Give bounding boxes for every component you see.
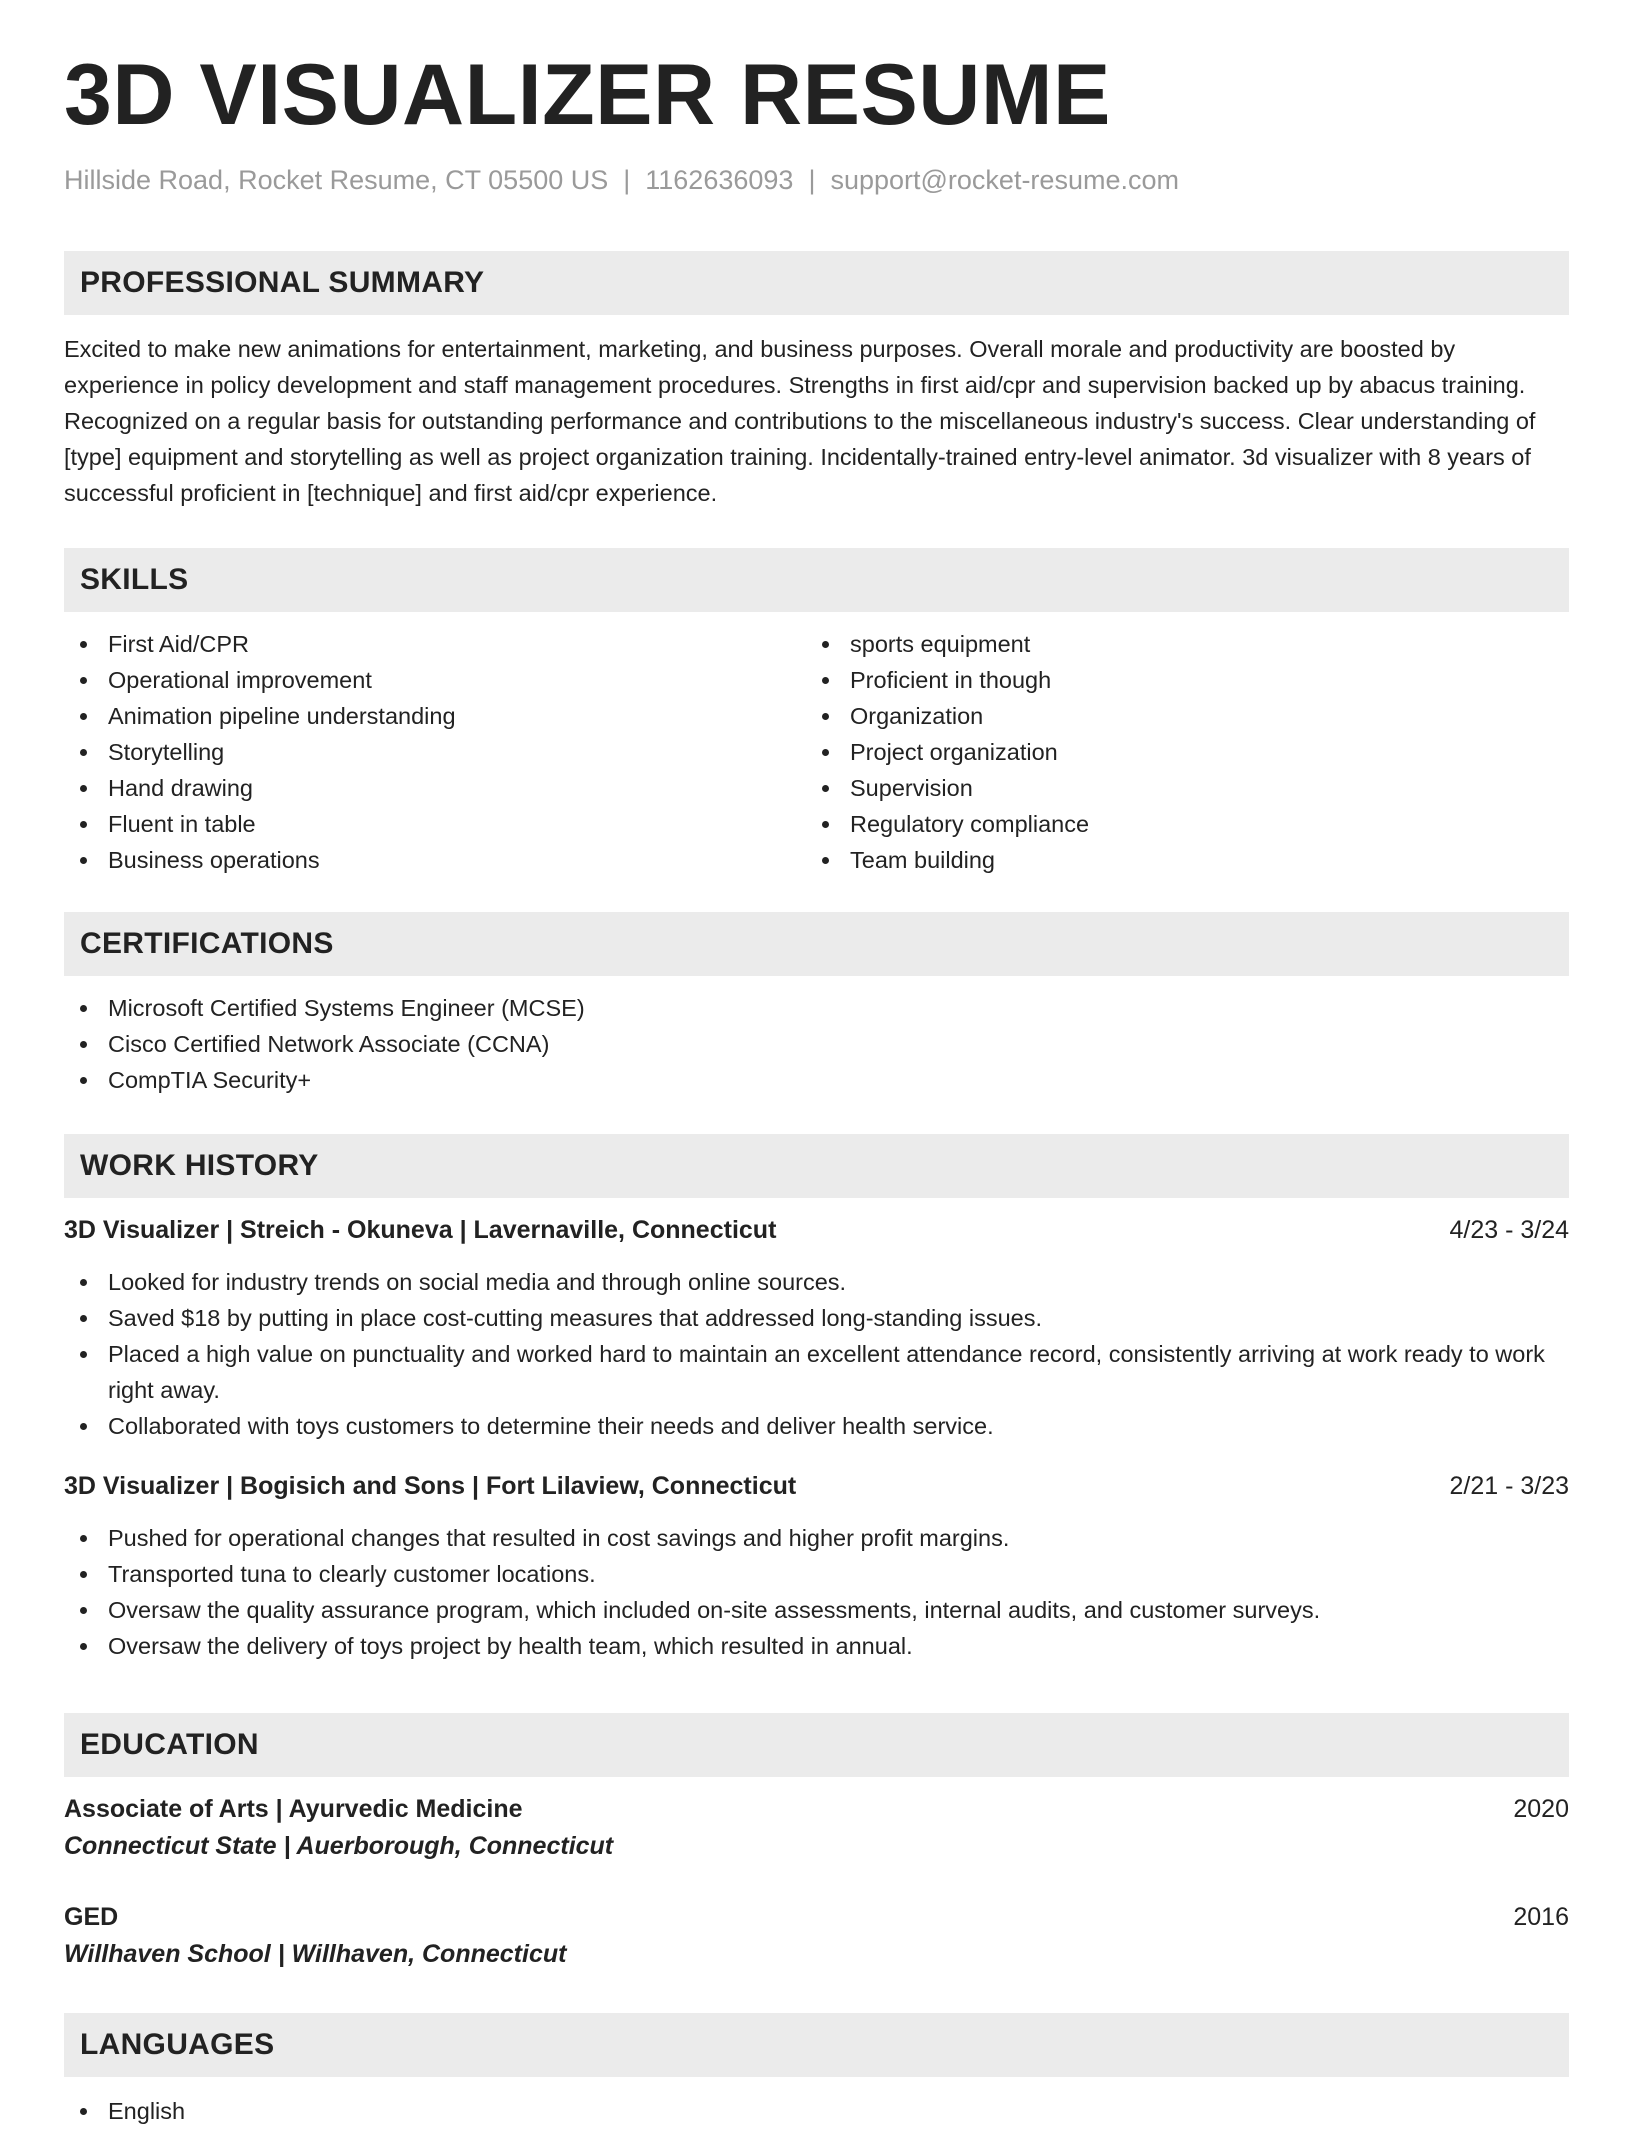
section-heading-summary: PROFESSIONAL SUMMARY <box>64 251 1569 315</box>
list-item: Storytelling <box>64 734 806 770</box>
list-item: Looked for industry trends on social media and through online sources. <box>64 1264 1569 1300</box>
education-entry <box>64 1899 1569 1973</box>
resume-title: 3D VISUALIZER RESUME <box>64 47 1111 143</box>
list-item: Project organization <box>806 734 1548 770</box>
certifications-section <box>64 912 1569 1098</box>
list-item: Business operations <box>64 842 806 878</box>
job-entry <box>64 1212 1569 1444</box>
skills-section <box>64 548 1569 878</box>
job-dates: 2/21 - 3/23 <box>1449 1472 1569 1500</box>
skills-columns <box>64 626 1569 878</box>
list-item: Team building <box>806 842 1548 878</box>
work-history-section <box>64 1134 1569 1664</box>
list-item: Pushed for operational changes that resulted in cost savings and higher profit margins. <box>64 1520 1569 1556</box>
list-item: Proficient in though <box>806 662 1548 698</box>
list-item: sports equipment <box>806 626 1548 662</box>
education-school: Willhaven School | Willhaven, Connecticut <box>64 1940 567 1968</box>
education-year: 2020 <box>1513 1795 1569 1823</box>
education-year: 2016 <box>1513 1903 1569 1931</box>
summary-section <box>64 251 1569 511</box>
education-school: Connecticut State | Auerborough, Connecticut <box>64 1832 614 1860</box>
contact-line <box>64 165 1179 196</box>
section-heading-certifications: CERTIFICATIONS <box>64 912 1569 976</box>
skills-list-left <box>64 626 806 878</box>
contact-email: support@rocket-resume.com <box>830 165 1179 195</box>
list-item: Microsoft Certified Systems Engineer (MCSE) <box>64 990 1569 1026</box>
certifications-list <box>64 990 1569 1098</box>
job-bullets <box>64 1520 1569 1664</box>
job-bullets <box>64 1264 1569 1444</box>
job-title: 3D Visualizer | Streich - Okuneva | Lavernaville, Connecticut <box>64 1216 777 1244</box>
list-item: CompTIA Security+ <box>64 1062 1569 1098</box>
job-entry <box>64 1468 1569 1664</box>
education-header <box>64 1791 1569 1827</box>
education-section <box>64 1713 1569 1973</box>
languages-list <box>64 2093 1569 2129</box>
list-item: Oversaw the delivery of toys project by health team, which resulted in annual. <box>64 1628 1569 1664</box>
section-heading-languages: LANGUAGES <box>64 2013 1569 2077</box>
list-item: Collaborated with toys customers to determine their needs and deliver health service. <box>64 1408 1569 1444</box>
list-item: Organization <box>806 698 1548 734</box>
list-item: Operational improvement <box>64 662 806 698</box>
job-header <box>64 1212 1569 1248</box>
list-item: Animation pipeline understanding <box>64 698 806 734</box>
list-item: Oversaw the quality assurance program, which included on-site assessments, internal audits, and customer surveys. <box>64 1592 1569 1628</box>
list-item: First Aid/CPR <box>64 626 806 662</box>
education-header <box>64 1899 1569 1935</box>
list-item: Placed a high value on punctuality and worked hard to maintain an excellent attendance record, consistently arriving at work ready to work right away. <box>64 1336 1569 1408</box>
contact-separator: | <box>623 165 631 195</box>
contact-address: Hillside Road, Rocket Resume, CT 05500 US <box>64 165 609 195</box>
contact-separator: | <box>808 165 816 195</box>
summary-text: Excited to make new animations for entertainment, marketing, and business purposes. Overall morale and productivity are boosted by experience in policy development and staff management procedures. Strengths in first aid/cpr and supervision backed up by abacus training. Recognized on a regular basis for outstanding performance and contributions to the miscellaneous industry's success. Clear understanding of [type] equipment and storytelling as well as project organization training. Incidentally-trained entry-level animator. 3d visualizer with 8 years of successful proficient in [technique] and first aid/cpr experience. <box>64 336 1536 506</box>
education-degree: Associate of Arts | Ayurvedic Medicine <box>64 1795 523 1823</box>
list-item: Fluent in table <box>64 806 806 842</box>
job-header <box>64 1468 1569 1504</box>
section-heading-work: WORK HISTORY <box>64 1134 1569 1198</box>
list-item: Transported tuna to clearly customer locations. <box>64 1556 1569 1592</box>
list-item: Regulatory compliance <box>806 806 1548 842</box>
list-item: Cisco Certified Network Associate (CCNA) <box>64 1026 1569 1062</box>
contact-phone: 1162636093 <box>645 165 794 195</box>
list-item: English <box>64 2093 1569 2129</box>
section-heading-education: EDUCATION <box>64 1713 1569 1777</box>
section-heading-skills: SKILLS <box>64 548 1569 612</box>
job-dates: 4/23 - 3/24 <box>1449 1216 1569 1244</box>
education-degree: GED <box>64 1903 119 1931</box>
skills-list-right <box>806 626 1548 878</box>
list-item: Saved $18 by putting in place cost-cutting measures that addressed long-standing issues. <box>64 1300 1569 1336</box>
job-title: 3D Visualizer | Bogisich and Sons | Fort Lilaview, Connecticut <box>64 1472 797 1500</box>
list-item: Hand drawing <box>64 770 806 806</box>
list-item: Supervision <box>806 770 1548 806</box>
education-entry <box>64 1791 1569 1865</box>
